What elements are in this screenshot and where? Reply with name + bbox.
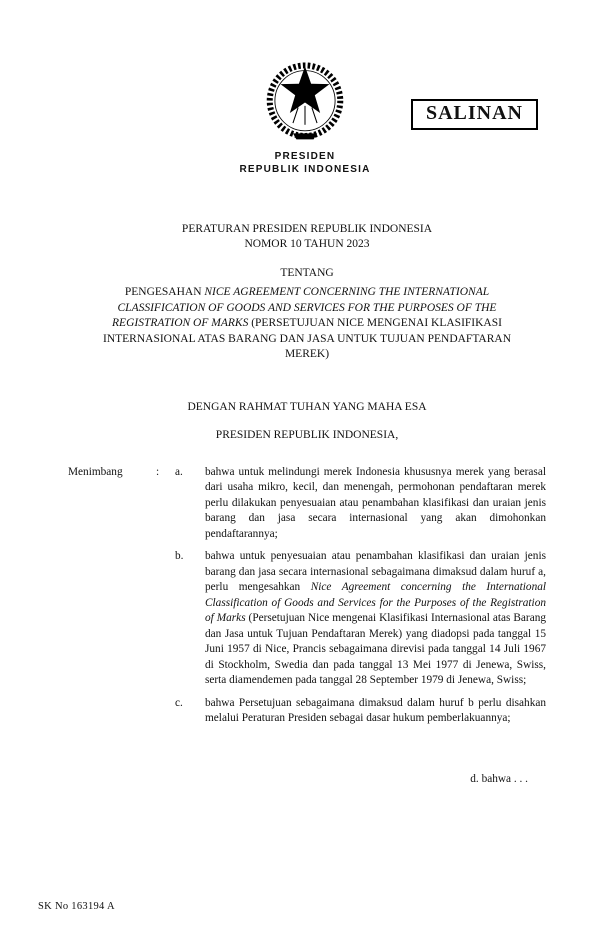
sk-number: SK No 163194 A: [38, 901, 115, 912]
page-catchword: d. bahwa . . .: [470, 772, 528, 785]
considering-colon: :: [156, 465, 160, 478]
subject-part-italic: NICE AGREEMENT CONCERNING THE INTERNATIONAL CLASSIFICATION OF GOODS AND SERVICES FOR THE PURPOSES OF THE REGISTRATION OF MARKS: [112, 286, 497, 329]
regulation-title-line1: PERATURAN PRESIDEN REPUBLIK INDONESIA: [181, 223, 433, 235]
considering-section: [68, 465, 546, 727]
considering-label: Menimbang: [68, 465, 123, 478]
considering-b-text-italic: Nice Agreement concerning the International Classification of Goods and Services for the Purposes of the Registration of Marks: [205, 581, 547, 624]
considering-a-text: bahwa untuk melindungi merek Indonesia khususnya merek yang berasal dari usaha mikro, kecil, dan menengah, permohonan pendaftaran merek perlu dilakukan penyesuaian atau penambahan klasifikasi dan uraian jenis barang dan jasa secara internasional yang akan dimohonkan pendaftarannya;: [205, 465, 546, 540]
considering-c-text: bahwa Persetujuan sebagaimana dimaksud dalam huruf b perlu disahkan melalui Peraturan Presiden sebagai dasar hukum pemberlakuannya;: [205, 696, 546, 724]
considering-item-text-b: [205, 549, 546, 689]
considering-item-text-c: [205, 696, 546, 727]
authority-line: PRESIDEN REPUBLIK INDONESIA,: [215, 428, 399, 441]
considering-b-text-regular2: (Persetujuan Nice mengenai Klasifikasi Internasional atas Barang dan Jasa untuk Tujuan Pendaftaran Merek) yang diadopsi pada tanggal 15 Juni 1957 di Nice, Prancis sebagaimana direvisi pada tanggal 14 Juli 1967 di Stockholm, Swedia dan pada tanggal 13 Mei 1977 di Jenewa, Swiss, serta diamendemen pada tanggal 28 September 1979 di Jenewa, Swiss;: [205, 612, 547, 686]
considering-b-text-regular1: bahwa untuk penyesuaian atau penambahan klasifikasi dan uraian jenis barang dan jasa secara internasional sebagaimana dimaksud dalam huruf a, perlu mengesahkan: [205, 550, 546, 593]
considering-spacer-2: [156, 549, 175, 689]
considering-item-letter-a: a.: [175, 465, 183, 478]
considering-item-text-a: [205, 465, 546, 543]
subject-part-regular2: (PERSETUJUAN NICE MENGENAI KLASIFIKASI INTERNASIONAL ATAS BARANG DAN JASA UNTUK TUJUAN PENDAFTARAN MEREK): [102, 317, 512, 360]
considering-item-letter-c: c.: [175, 696, 183, 709]
considering-spacer-1: [68, 549, 156, 689]
considering-spacer-3: [68, 696, 156, 727]
document-body: [68, 222, 546, 785]
regulation-number: NOMOR 10 TAHUN 2023: [244, 238, 370, 250]
subject-part-regular1: PENGESAHAN: [124, 286, 205, 298]
considering-item-letter-b: b.: [175, 550, 184, 562]
tentang-label: TENTANG: [280, 267, 334, 279]
salinan-stamp: SALINAN: [411, 99, 538, 130]
considering-spacer-4: [156, 696, 175, 727]
presidential-emblem-icon: [262, 56, 348, 142]
letterhead-presiden: PRESIDEN: [274, 151, 336, 162]
grace-line: DENGAN RAHMAT TUHAN YANG MAHA ESA: [187, 400, 427, 413]
letterhead-republik-indonesia: REPUBLIK INDONESIA: [239, 164, 371, 175]
regulation-subject: [81, 285, 533, 363]
